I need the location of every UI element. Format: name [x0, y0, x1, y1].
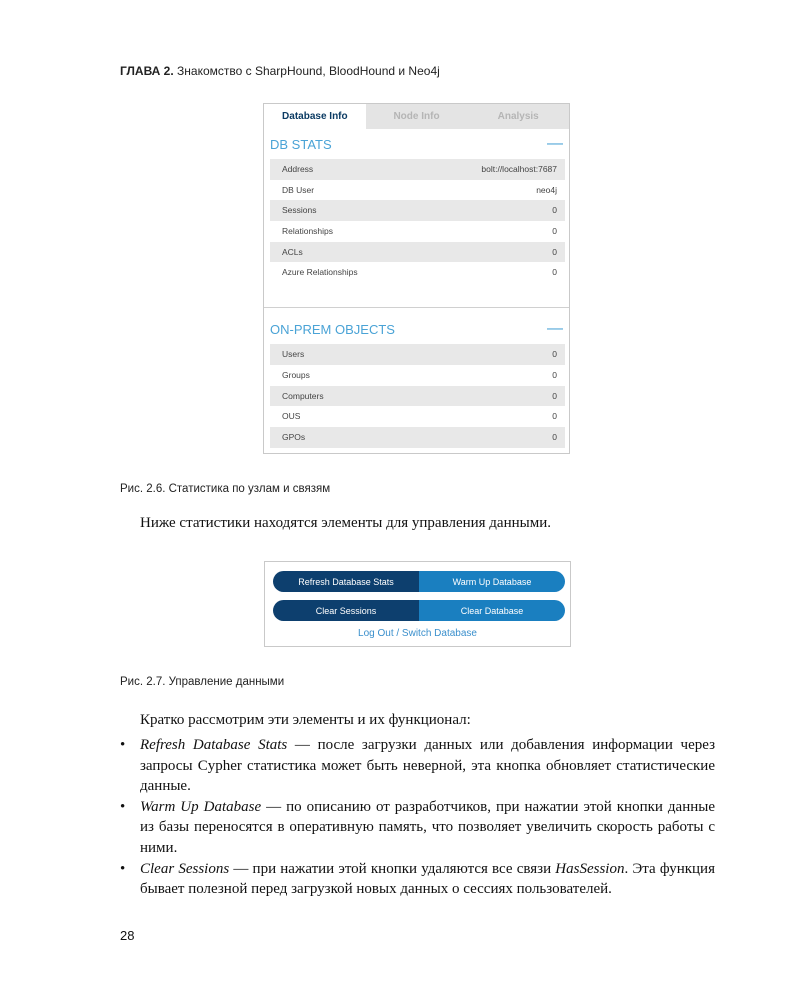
tab-node-info[interactable]: Node Info: [393, 111, 440, 122]
stat-row-azure-relationships: Azure Relationships 0: [282, 267, 557, 278]
onprem-objects-table: [264, 344, 569, 447]
logout-switch-database-link[interactable]: Log Out / Switch Database: [358, 628, 477, 639]
stat-row-acls: ACLs 0: [270, 242, 565, 263]
db-stats-table: [264, 159, 569, 283]
stat-row-sessions: Sessions 0: [270, 200, 565, 221]
clear-database-button[interactable]: Clear Database: [419, 600, 565, 621]
stat-row-address: Address bolt://localhost:7687: [270, 159, 565, 180]
bloodhound-database-info-panel: [263, 103, 570, 454]
database-controls-panel: [264, 561, 571, 647]
db-stats-header[interactable]: [264, 129, 569, 159]
figure-caption: Рис. 2.7. Управление данными: [120, 676, 285, 688]
onprem-objects-header[interactable]: [264, 314, 569, 344]
refresh-database-stats-button[interactable]: Refresh Database Stats: [273, 571, 419, 592]
stat-row-relationships: Relationships 0: [282, 226, 557, 237]
chapter-label: ГЛАВА 2.: [120, 64, 174, 78]
object-row-gpos: GPOs 0: [270, 427, 565, 448]
bullet-icon: •: [120, 737, 126, 753]
stat-row-db-user: DB User neo4j: [282, 184, 557, 195]
clear-sessions-button[interactable]: Clear Sessions: [273, 600, 419, 621]
object-row-computers: Computers 0: [270, 386, 565, 407]
collapse-icon[interactable]: —: [547, 135, 563, 152]
warm-up-database-button[interactable]: Warm Up Database: [419, 571, 565, 592]
tab-analysis[interactable]: Analysis: [497, 111, 539, 122]
chapter-title: Знакомство с SharpHound, BloodHound и Neo4j: [177, 64, 440, 78]
collapse-icon[interactable]: —: [547, 320, 563, 338]
onprem-objects-title: ON-PREM OBJECTS: [270, 321, 395, 337]
bullet-icon: •: [120, 860, 126, 877]
running-header: [120, 64, 440, 78]
panel-tabs: [264, 104, 569, 129]
bullet-icon: •: [120, 798, 126, 815]
list-item: • Clear Sessions — при нажатии этой кнопки удаляются все связи HasSession. Эта функция бывает полезной перед загрузкой новых данных о сессиях пользователей.: [120, 860, 715, 898]
list-item: • Refresh Database Stats — после загрузки данных или добавления информации через запросы Cypher статистика может быть неверной, эта кнопка обновляет статистические данные.: [120, 737, 715, 795]
body-paragraph: Кратко рассмотрим эти элементы и их функционал:: [140, 712, 471, 728]
object-row-groups: Groups 0: [282, 369, 557, 380]
object-row-users: Users 0: [270, 344, 565, 365]
figure-caption: Рис. 2.6. Статистика по узлам и связям: [120, 483, 331, 495]
tab-database-info[interactable]: Database Info: [264, 104, 366, 129]
db-stats-title: DB STATS: [270, 136, 332, 152]
bullet-list: [120, 735, 715, 900]
object-row-ous: OUS 0: [282, 411, 557, 422]
list-item: • Warm Up Database — по описанию от разработчиков, при нажатии этой кнопки данные из базы переносятся в оперативную память, что позволяет увеличить скорость работы с ними.: [120, 798, 716, 856]
body-paragraph: Ниже статистики находятся элементы для управления данными.: [140, 515, 551, 531]
page-number: 28: [120, 928, 135, 943]
